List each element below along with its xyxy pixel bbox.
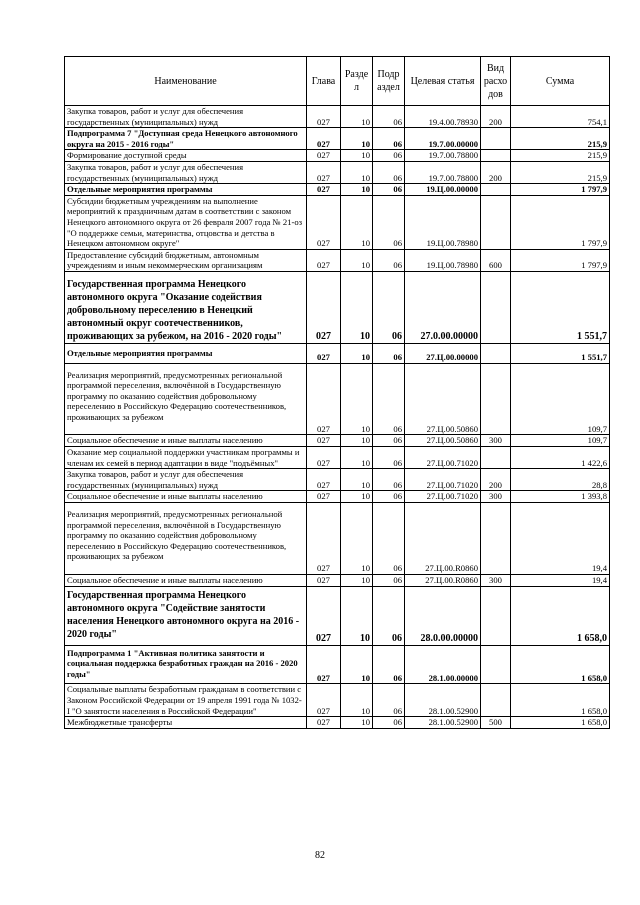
row-name: Подпрограмма 7 "Доступная среда Ненецкого автономного округа на 2015 - 2016 годы" [65,128,307,150]
row-razdel: 10 [341,469,373,491]
row-glava: 027 [307,586,341,645]
row-razdel: 10 [341,503,373,575]
row-podrazdel: 06 [373,249,405,271]
row-sum: 1 551,7 [511,271,610,343]
row-glava: 027 [307,447,341,469]
row-target: 27.0.00.00000 [405,271,481,343]
row-glava: 027 [307,491,341,503]
row-glava: 027 [307,469,341,491]
row-podrazdel: 06 [373,586,405,645]
row-vid [481,184,511,196]
row-razdel: 10 [341,271,373,343]
row-target: 19.7.00.00000 [405,128,481,150]
header-target: Целевая статья [405,57,481,106]
row-sum: 1 393,8 [511,491,610,503]
row-target: 27.Ц.00.50860 [405,435,481,447]
row-name: Закупка товаров, работ и услуг для обеспечения государственных (муниципальных) нужд [65,469,307,491]
row-podrazdel: 06 [373,271,405,343]
row-sum: 215,9 [511,161,610,183]
row-vid [481,343,511,363]
row-sum: 1 658,0 [511,684,610,717]
row-sum: 1 422,6 [511,447,610,469]
row-glava: 027 [307,435,341,447]
row-glava: 027 [307,128,341,150]
row-razdel: 10 [341,586,373,645]
row-podrazdel: 06 [373,503,405,575]
table-row [65,586,610,645]
row-podrazdel: 06 [373,363,405,435]
row-podrazdel: 06 [373,447,405,469]
row-target: 19.Ц.00.78980 [405,195,481,249]
row-glava: 027 [307,184,341,196]
row-vid [481,150,511,162]
table-header-row [65,57,610,106]
table-row [65,684,610,717]
table-row [65,150,610,162]
table-row [65,363,610,435]
row-sum: 1 797,9 [511,249,610,271]
row-target: 28.0.00.00000 [405,586,481,645]
row-vid: 600 [481,249,511,271]
row-vid [481,195,511,249]
row-name: Предоставление субсидий бюджетным, автономным учреждениям и иным некоммерческим организациям [65,249,307,271]
row-target: 27.Ц.00.00000 [405,343,481,363]
row-sum: 215,9 [511,150,610,162]
row-sum: 1 658,0 [511,645,610,684]
row-sum: 109,7 [511,363,610,435]
header-razdel: Разде л [341,57,373,106]
row-name: Государственная программа Ненецкого автономного округа "Содействие занятости населения Ненецкого автономного округа на 2016 - 2020 годы" [65,586,307,645]
row-glava: 027 [307,363,341,435]
row-glava: 027 [307,575,341,587]
table-row [65,161,610,183]
table-row [65,271,610,343]
row-glava: 027 [307,503,341,575]
row-razdel: 10 [341,343,373,363]
row-name: Государственная программа Ненецкого автономного округа "Оказание содействия добровольному переселению в Ненецкий автономный округ соотечественников, проживающих за рубежом, на 2016 - 2020 годы" [65,271,307,343]
row-razdel: 10 [341,435,373,447]
row-podrazdel: 06 [373,645,405,684]
header-name: Наименование [65,57,307,106]
row-target: 19.Ц.00.00000 [405,184,481,196]
row-glava: 027 [307,161,341,183]
row-target: 19.Ц.00.78980 [405,249,481,271]
row-target: 28.1.00.00000 [405,645,481,684]
row-razdel: 10 [341,184,373,196]
row-name: Социальные выплаты безработным гражданам в соответствии с Законом Российской Федерации от 19 апреля 1991 года № 1032-I "О занятости населения в Российской Федерации" [65,684,307,717]
row-vid: 300 [481,575,511,587]
row-glava: 027 [307,684,341,717]
row-target: 19.7.00.78800 [405,150,481,162]
row-glava: 027 [307,343,341,363]
table-row [65,491,610,503]
table-row [65,343,610,363]
row-vid [481,271,511,343]
row-podrazdel: 06 [373,195,405,249]
row-razdel: 10 [341,161,373,183]
row-sum: 215,9 [511,128,610,150]
row-target: 27.Ц.00.R0860 [405,503,481,575]
row-vid: 200 [481,106,511,128]
row-vid: 300 [481,435,511,447]
row-name: Закупка товаров, работ и услуг для обеспечения государственных (муниципальных) нужд [65,106,307,128]
row-podrazdel: 06 [373,684,405,717]
row-podrazdel: 06 [373,435,405,447]
row-name: Социальное обеспечение и иные выплаты населению [65,575,307,587]
budget-table [64,56,610,729]
row-name: Формирование доступной среды [65,150,307,162]
row-glava: 027 [307,195,341,249]
row-podrazdel: 06 [373,128,405,150]
table-row [65,184,610,196]
header-podrazdel: Подр аздел [373,57,405,106]
row-target: 27.Ц.00.71020 [405,447,481,469]
row-glava: 027 [307,271,341,343]
row-vid [481,503,511,575]
row-target: 28.1.00.52900 [405,684,481,717]
page-number: 82 [315,850,325,861]
row-target: 27.Ц.00.71020 [405,491,481,503]
row-razdel: 10 [341,645,373,684]
row-name: Социальное обеспечение и иные выплаты населению [65,435,307,447]
row-podrazdel: 06 [373,106,405,128]
table-row [65,503,610,575]
row-sum: 19,4 [511,503,610,575]
row-razdel: 10 [341,491,373,503]
table-row [65,717,610,729]
row-glava: 027 [307,249,341,271]
row-glava: 027 [307,717,341,729]
row-razdel: 10 [341,447,373,469]
row-razdel: 10 [341,195,373,249]
row-podrazdel: 06 [373,575,405,587]
table-row [65,645,610,684]
header-vid: Вид расхо дов [481,57,511,106]
row-podrazdel: 06 [373,184,405,196]
table-row [65,195,610,249]
row-podrazdel: 06 [373,469,405,491]
row-target: 27.Ц.00.R0860 [405,575,481,587]
row-name: Отдельные мероприятия программы [65,184,307,196]
row-target: 27.Ц.00.50860 [405,363,481,435]
row-name: Оказание мер социальной поддержки участникам программы и членам их семей в период адаптации в виде "подъёмных" [65,447,307,469]
row-vid: 200 [481,469,511,491]
row-name: Социальное обеспечение и иные выплаты населению [65,491,307,503]
row-podrazdel: 06 [373,343,405,363]
table-row [65,128,610,150]
row-vid [481,684,511,717]
row-razdel: 10 [341,106,373,128]
row-vid: 200 [481,161,511,183]
table-row [65,469,610,491]
row-razdel: 10 [341,128,373,150]
row-target: 19.7.00.78800 [405,161,481,183]
row-vid: 300 [481,491,511,503]
row-podrazdel: 06 [373,717,405,729]
row-vid: 500 [481,717,511,729]
row-target: 27.Ц.00.71020 [405,469,481,491]
row-razdel: 10 [341,249,373,271]
table-row [65,575,610,587]
row-sum: 19,4 [511,575,610,587]
row-glava: 027 [307,645,341,684]
row-sum: 754,1 [511,106,610,128]
row-glava: 027 [307,150,341,162]
row-name: Подпрограмма 1 "Активная политика занятости и социальная поддержка безработных граждан на 2016 - 2020 годы" [65,645,307,684]
table-row [65,435,610,447]
row-sum: 1 797,9 [511,195,610,249]
row-sum: 1 658,0 [511,717,610,729]
row-target: 28.1.00.52900 [405,717,481,729]
row-podrazdel: 06 [373,161,405,183]
row-sum: 1 658,0 [511,586,610,645]
row-vid [481,645,511,684]
row-vid [481,128,511,150]
row-vid [481,586,511,645]
row-razdel: 10 [341,717,373,729]
row-sum: 109,7 [511,435,610,447]
table-row [65,106,610,128]
row-vid [481,447,511,469]
row-target: 19.4.00.78930 [405,106,481,128]
row-razdel: 10 [341,363,373,435]
row-sum: 28,8 [511,469,610,491]
row-sum: 1 551,7 [511,343,610,363]
row-razdel: 10 [341,684,373,717]
row-razdel: 10 [341,575,373,587]
row-glava: 027 [307,106,341,128]
row-podrazdel: 06 [373,491,405,503]
row-name: Реализация мероприятий, предусмотренных региональной программой переселения, включённой в Государственную программу по оказанию содействия добровольному переселению в Российскую Федерацию соотечественников, проживающих за рубежом [65,503,307,575]
table-row [65,447,610,469]
row-name: Субсидии бюджетным учреждениям на выполнение мероприятий к праздничным датам в соответствии с законом Ненецкого автономного округа от 26 февраля 2007 года № 21-оз "О поддержке семьи, материнства, отцовства и детства в Ненецком автономном округе" [65,195,307,249]
header-sum: Сумма [511,57,610,106]
row-podrazdel: 06 [373,150,405,162]
row-name: Межбюджетные трансферты [65,717,307,729]
row-name: Отдельные мероприятия программы [65,343,307,363]
budget-table-container [64,56,609,729]
row-vid [481,363,511,435]
header-glava: Глава [307,57,341,106]
row-name: Закупка товаров, работ и услуг для обеспечения государственных (муниципальных) нужд [65,161,307,183]
row-name: Реализация мероприятий, предусмотренных региональной программой переселения, включённой в Государственную программу по оказанию содействия добровольному переселению в Российскую Федерацию соотечественников, проживающих за рубежом [65,363,307,435]
row-sum: 1 797,9 [511,184,610,196]
row-razdel: 10 [341,150,373,162]
table-row [65,249,610,271]
